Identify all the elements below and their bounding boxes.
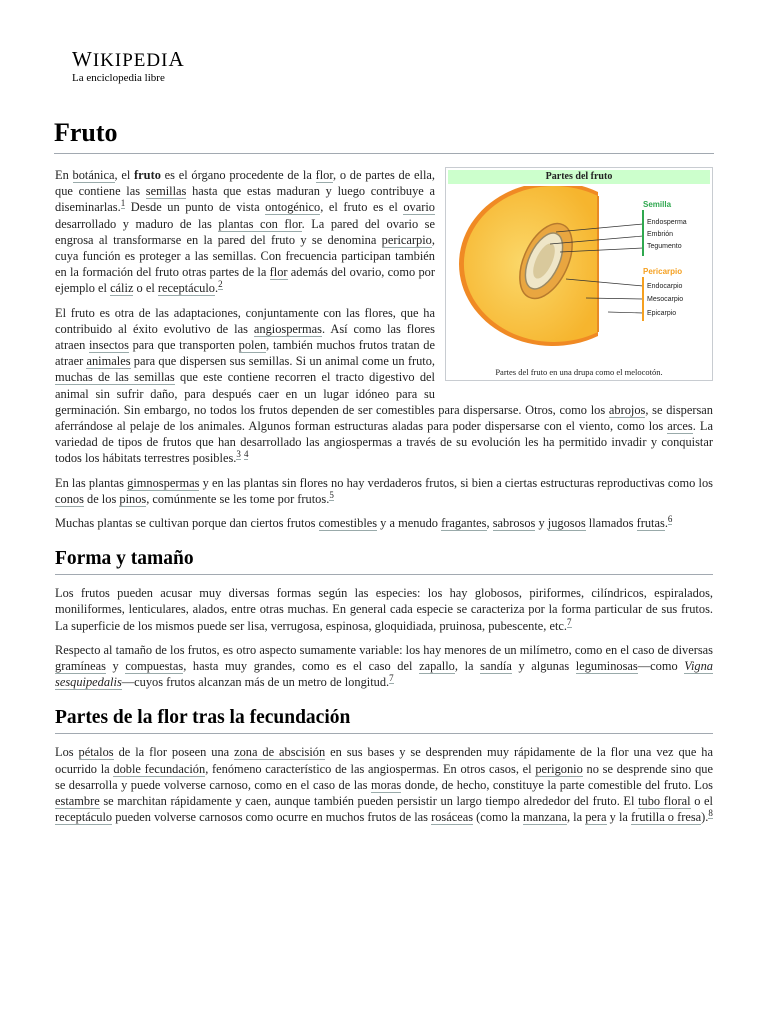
intro-paragraph-4: Muchas plantas se cultivan porque dan ciertos frutos comestibles y a menudo fragantes, sabrosos y jugosos llamados frutas.$^6$ bbox=[55, 514, 673, 531]
intro-paragraph-2: El fruto es otra de las adaptaciones, conjuntamente con las flores, que ha contribuido al éxito evolutivo de las angiospermas. Así como las flores atraen insectos para que transporten polen, también muchos frutos tratan de atraer animales para que dispersen sus semillas. Si un animal come un fruto, muchas de las semillas que este contiene recorren el tracto digestivo del animal sin sufrir daño, para después caer en un lugar idóneo para su germinación. Sin embargo, no todos los frutos dependen de ser comestibles para dispersarse. Otros, como los abrojos, se dispersan aferrándose al pelaje de los animales. Algunos forman estructuras aladas para poder dispersarse con el viento, como los arces. La variedad de tipos de frutos que han desarrollado las angiospermas a través de su evolución les ha permitido invadir y conquistar todos los hábitats terrestres posibles.$^3$ $^4$ bbox=[55, 305, 714, 466]
ref-8[interactable]: 8 bbox=[708, 808, 713, 819]
link-caliz[interactable]: cáliz bbox=[110, 281, 134, 296]
link-pera[interactable]: pera bbox=[585, 810, 607, 825]
link-semillas-2[interactable]: muchas de las semillas bbox=[55, 370, 175, 385]
intro-paragraph-3: En las plantas gimnospermas y en las plantas sin flores no hay verdaderos frutos, si bien a ciertas estructuras reproductivas como los conos de los pinos, comúnmente se les tome por frutos.$^5$ bbox=[55, 475, 714, 506]
link-estambre[interactable]: estambre bbox=[55, 794, 100, 809]
link-tubo-floral[interactable]: tubo floral bbox=[638, 794, 691, 809]
forma-paragraph-2: Respecto al tamaño de los frutos, es otro aspecto sumamente variable: los hay menores de un milímetro, como en el caso de diversas gramíneas y compuestas, hasta muy grandes, como es el caso del zapallo, la sandía y algunas leguminosas—como Vigna sesquipedalis—cuyos frutos alcanzan más de un metro de longitud.$^7$ bbox=[55, 642, 713, 690]
wikipedia-logo[interactable] bbox=[72, 49, 185, 85]
link-leguminosas[interactable]: leguminosas bbox=[575, 659, 638, 674]
link-angiospermas[interactable]: angiospermas bbox=[253, 321, 323, 336]
link-zona-de-abscision[interactable]: zona de abscisión bbox=[234, 745, 326, 760]
ref-6[interactable]: 6 bbox=[667, 514, 673, 525]
link-pericarpio[interactable]: pericarpio bbox=[381, 232, 432, 247]
epicarpio-label: Epicarpio bbox=[647, 310, 677, 317]
link-frutas[interactable]: frutas bbox=[636, 516, 665, 531]
link-botanica[interactable]: botánica bbox=[72, 168, 115, 182]
link-animales[interactable]: animales bbox=[86, 354, 131, 369]
heading-partes-de-la-flor: Partes de la flor tras la fecundación bbox=[55, 706, 713, 734]
ref-3[interactable]: 3 bbox=[236, 449, 241, 460]
link-conos[interactable]: conos bbox=[55, 491, 84, 506]
semilla-label: Semilla bbox=[643, 200, 672, 209]
link-receptaculo-2[interactable]: receptáculo bbox=[55, 810, 113, 825]
ref-1[interactable]: 1 bbox=[120, 198, 126, 209]
link-frutilla-o-fresa[interactable]: frutilla o fresa bbox=[630, 810, 702, 825]
link-manzana[interactable]: manzana bbox=[522, 810, 567, 825]
link-pinos[interactable]: pinos bbox=[119, 491, 147, 506]
ref-7[interactable]: 7 bbox=[567, 616, 572, 627]
link-fragantes[interactable]: fragantes bbox=[441, 516, 487, 531]
link-compuestas[interactable]: compuestas bbox=[125, 659, 184, 674]
link-jugosos[interactable]: jugosos bbox=[547, 516, 586, 531]
infobox-caption: Partes del fruto en una drupa como el melocotón. bbox=[495, 367, 663, 377]
semilla-bracket bbox=[642, 210, 644, 256]
link-sabrosos[interactable]: sabrosos bbox=[492, 516, 536, 531]
ref-2[interactable]: 2 bbox=[218, 279, 223, 290]
link-moras[interactable]: moras bbox=[370, 777, 402, 792]
infobox-title: Partes del fruto bbox=[448, 170, 710, 184]
link-gramineas[interactable]: gramíneas bbox=[55, 659, 106, 674]
forma-paragraph-1: Los frutos pueden acusar muy diversas formas según las especies: los hay globosos, piriformes, cilíndricos, espiralados, moniliformes, lenticulares, alados, entre otras muchas. En general cada especie se caracteriza por la forma particular de sus frutos. La superficie de los mismos puede ser lisa, verrugosa, espinosa, gloquidiada, pruinosa, pubescente, etc.$^7$ bbox=[55, 586, 713, 633]
link-comestibles[interactable]: comestibles bbox=[318, 516, 378, 531]
pericarpio-bracket bbox=[642, 277, 644, 321]
link-doble-fecundacion[interactable]: doble fecundación bbox=[113, 761, 206, 776]
link-insectos[interactable]: insectos bbox=[88, 338, 129, 353]
link-gimnospermas[interactable]: gimnospermas bbox=[127, 475, 200, 490]
article-body bbox=[55, 167, 713, 834]
partes-paragraph-1: Los pétalos de la flor poseen una zona de abscisión en sus bases y se desprenden muy rápidamente de la flor una vez que ha ocurrido la doble fecundación, fenómeno característico de las angiospermas. En otros casos, el perigonio no se desprende sino que se desarrolla y puede volverse carnoso, como en el caso de las moras donde, de hecho, constituye la parte comestible del fruto. Los estambre se marchitan rápidamente y caen, aunque también pueden persistir un largo tiempo alrededor del fruto. El tubo floral o el receptáculo pueden volverse carnosos como ocurre en muchos frutos de las rosáceas (como la manzana, la pera y la frutilla o fresa).$^8$ bbox=[55, 745, 713, 825]
endosperma-label: Endosperma bbox=[647, 219, 687, 226]
link-abrojos[interactable]: abrojos bbox=[608, 402, 646, 417]
link-ontogenico[interactable]: ontogénico bbox=[265, 200, 321, 215]
link-semillas[interactable]: semillas bbox=[145, 184, 187, 199]
intro-paragraph-1: En botánica, el fruto es el órgano procedente de la flor, o de partes de ella, que contiene las semillas hasta que estas maduran y luego contribuye a diseminarlas.$^1$ Desde un punto de vista ontogénico, el fruto es el ovario desarrollado y maduro de las plantas con flor. La pared del ovario se engrosa al transformarse en la pared del fruto y se denomina pericarpio, cuya función es proteger a las semillas. Con frecuencia participan también en la formación del fruto otras partes de la flor además del ovario, como por ejemplo el cáliz o el receptáculo.$^2$ bbox=[55, 168, 436, 296]
link-flor-2[interactable]: flor bbox=[269, 265, 288, 280]
heading-forma-y-tamano: Forma y tamaño bbox=[55, 547, 713, 575]
fruit-diagram[interactable] bbox=[448, 186, 710, 358]
logo-wordmark: WIKIPEDIA bbox=[72, 47, 185, 71]
link-arces[interactable]: arces bbox=[667, 419, 693, 434]
link-perigonio[interactable]: perigonio bbox=[535, 761, 583, 776]
endocarpio-label: Endocarpio bbox=[647, 283, 683, 290]
term-fruto: fruto bbox=[134, 168, 161, 182]
ref-5[interactable]: 5 bbox=[329, 489, 334, 500]
link-petalos[interactable]: pétalos bbox=[78, 745, 114, 760]
link-plantas-con-flor[interactable]: plantas con flor bbox=[218, 216, 302, 231]
page-title: Fruto bbox=[54, 115, 714, 154]
link-receptaculo[interactable]: receptáculo bbox=[157, 281, 215, 296]
link-ovario[interactable]: ovario bbox=[403, 200, 435, 215]
logo-tagline: La enciclopedia libre bbox=[72, 72, 165, 84]
link-polen[interactable]: polen bbox=[238, 338, 267, 353]
mesocarpio-label: Mesocarpio bbox=[647, 296, 684, 303]
link-zapallo[interactable]: zapallo bbox=[419, 659, 455, 674]
infobox bbox=[445, 167, 713, 381]
pericarpio-label: Pericarpio bbox=[643, 267, 683, 276]
ref-4[interactable]: 4 bbox=[243, 449, 249, 460]
embrion-label: Embrión bbox=[647, 231, 674, 238]
link-rosaceas[interactable]: rosáceas bbox=[431, 810, 474, 825]
tegumento-label: Tegumento bbox=[647, 243, 682, 250]
link-sandia[interactable]: sandía bbox=[480, 659, 512, 674]
link-vigna[interactable]: Vigna sesquipedalis bbox=[55, 659, 713, 690]
link-flor[interactable]: flor bbox=[315, 168, 333, 182]
ref-7b[interactable]: 7 bbox=[389, 673, 394, 684]
